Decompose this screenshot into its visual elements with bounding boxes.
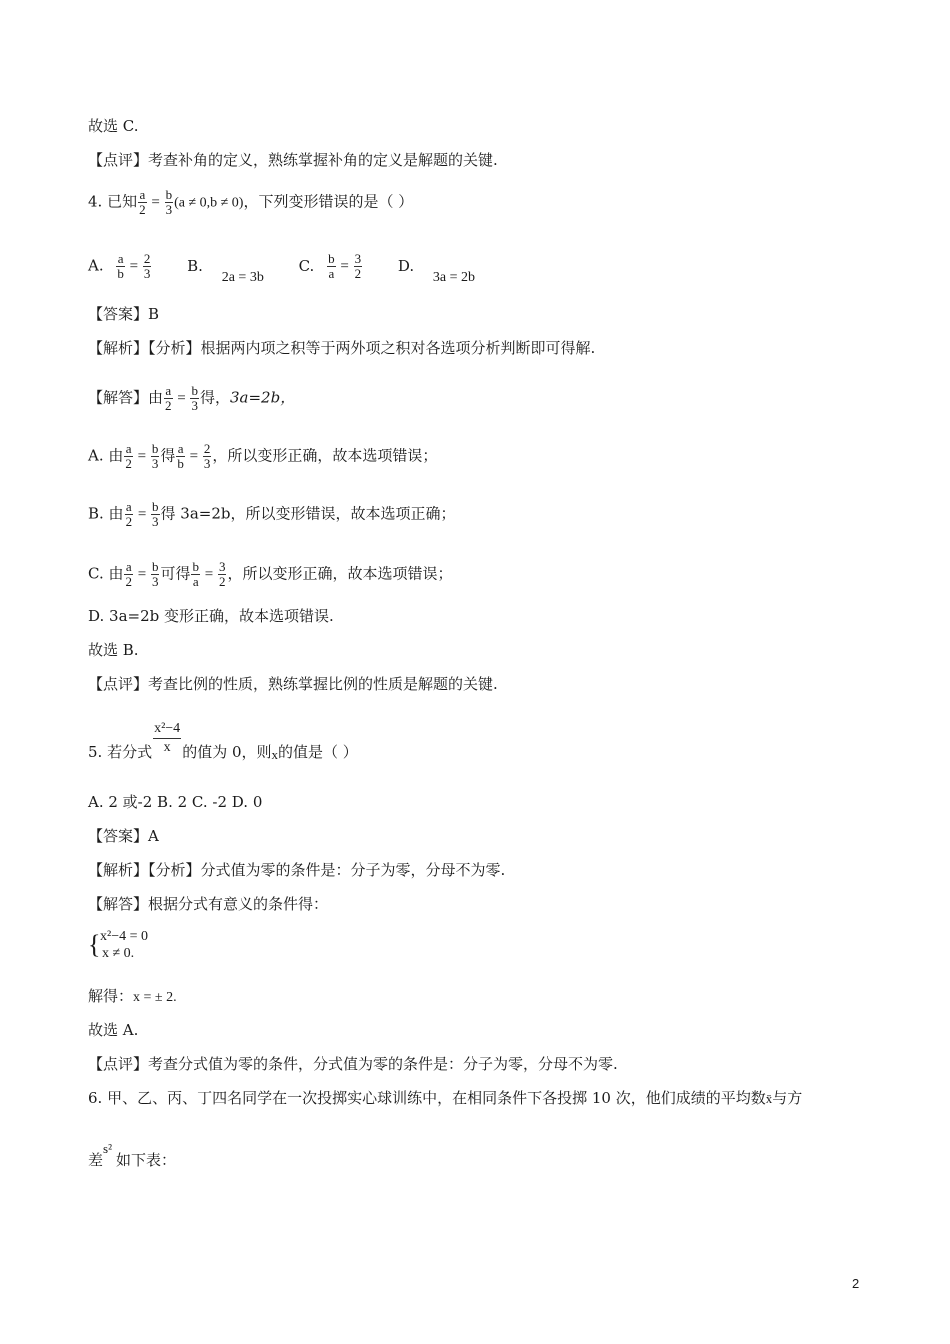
q4-suffix: ，下列变形错误的是（ ） [243,192,414,211]
option-b-expr: 2a = 3b [221,269,264,285]
fraction: $\frac{\text{x²−4}}{x}$ [154,721,181,755]
question-4 [88,188,413,217]
question-5-options: A. 2 或-2 B. 2 C. -2 D. 0 [88,793,263,811]
text-line: 故选 C. [88,117,139,135]
select-line: 故选 A. [88,1021,139,1039]
fraction: $\frac{2}{3}$ [143,251,151,281]
solution-b: B. 由 $\frac{a}{2}$ = $\frac{b}{3}$ 得 3a=2b，所以变形错误，故本选项正确； [88,499,456,529]
solution-c: C. 由 $\frac{a}{2}$ = $\frac{b}{3}$ 可得 $\frac{b}{a}$ = $\frac{3}{2}$ ，所以变形正确，故本选项错误； [88,559,453,589]
solution-line: 【解答】由 $\frac{a}{2}$ = $\frac{b}{3}$ 得，3a=2b， [88,383,296,413]
q6-variance-symbol: s² [103,1141,112,1156]
fraction: $\frac{a}{2}$ [165,383,172,413]
fraction: $\frac{3}{2}$ [354,251,362,281]
solution-b-text: 得 3a=2b，所以变形错误，故本选项正确； [160,504,456,523]
result-label: 解得： [88,987,134,1005]
review-line: 【点评】考查比例的性质，熟练掌握比例的性质是解题的关键. [88,675,498,693]
q6-xbar: x̄ [765,1091,773,1106]
answer-line: 【答案】A [88,827,159,845]
q6-text: 6. 甲、乙、丙、丁四名同学在一次投掷实心球训练中，在相同条件下各投掷 10 次，他们成绩的平均数 [88,1089,766,1107]
fraction: $\frac{3}{2}$ [218,559,226,589]
result-expr: x = ± 2. [133,990,177,1005]
solution-line: 【解答】根据分式有意义的条件得： [88,895,329,913]
review-line: 【点评】考查分式值为零的条件，分式值为零的条件是：分子为零，分母不为零. [88,1055,618,1073]
fraction: $\frac{2}{3}$ [203,441,211,471]
fraction: $\frac{a}{b}$ [177,441,184,471]
solution-c-mid: 可得 [160,564,191,583]
select-line: 故选 B. [88,641,139,659]
fraction: $\frac{a}{2}$ [125,441,132,471]
system-eq-1: x²−4 = 0 [100,929,148,944]
fraction: $\frac{b}{a}$ [192,559,199,589]
solution-result: 3a=2b， [230,388,296,407]
question-6-line-2 [88,1141,176,1171]
solution-a: A. 由 $\frac{a}{2}$ = $\frac{b}{3}$ 得 $\frac{a}{b}$ = $\frac{2}{3}$ ，所以变形正确，故本选项错误； [88,441,438,471]
q6-text-end: 与方 [772,1089,803,1107]
q4-condition: (a ≠ 0,b ≠ 0) [174,195,244,211]
solution-d: D. 3a=2b 变形正确，故本选项错误. [88,607,334,625]
option-b-label: B. [187,256,203,275]
fraction: $\frac{b}{3}$ [151,441,159,471]
q6-line2-end: 如下表： [115,1151,176,1169]
fraction: $\frac{b}{a}$ [328,251,335,281]
q5-var: x [271,746,278,762]
solution-a-mid: 得 [160,446,176,465]
answer-line: 【答案】B [88,305,160,323]
fraction: $\frac{a}{2}$ [125,499,133,529]
solution-a-prefix: A. 由 [88,446,124,465]
solution-c-end: ，所以变形正确，故本选项错误； [227,564,453,583]
q5-prefix: 5. 若分式 [88,742,153,761]
option-c-label: C. [298,256,315,275]
result-line [88,986,177,1008]
fraction: $\frac{b}{3}$ [191,383,198,413]
q5-suffix: 的值是（ ） [278,742,358,761]
review-line: 【点评】考查补角的定义，熟练掌握补角的定义是解题的关键. [88,151,498,169]
fraction: $\frac{a}{b}$ [117,251,124,281]
page-number: 2 [852,1276,860,1291]
equals: = [147,194,164,211]
solution-c-prefix: C. 由 [88,564,124,583]
q5-mid: 的值为 0，则 [182,742,272,761]
question-5 [88,708,358,762]
fraction: $\frac{b}{3}$ [165,187,173,217]
option-d-expr: 3a = 2b [432,269,476,285]
analysis-line: 【解析】【分析】根据两内项之积等于两外项之积对各选项分析判断即可得解. [88,339,596,357]
system-eq-2: x ≠ 0. [102,946,135,961]
solution-prefix: 【解答】由 [88,388,164,407]
fraction: $\frac{b}{3}$ [152,499,159,529]
option-d-label: D. [397,256,415,275]
solution-a-end: ，所以变形正确，故本选项错误； [212,446,438,465]
equation-system [88,928,148,962]
question-4-options: A. $\frac{a}{b}$ = $\frac{2}{3}$ B. 2a = 3b C. $\frac{b}{a}$ = $\frac{3}{2}$ D. 3a = 2b [88,251,476,285]
analysis-line: 【解析】【分析】分式值为零的条件是：分子为零，分母不为零. [88,861,506,879]
solution-b-prefix: B. 由 [88,504,124,523]
fraction: $\frac{a}{2}$ [125,559,132,589]
q4-prefix: 4. 已知 [88,192,138,211]
solution-mid: 得， [199,388,230,407]
question-6-line-1 [88,1088,802,1109]
option-a-label: A. [88,256,104,275]
brace: { [88,930,101,959]
fraction: $\frac{a}{2}$ [139,187,146,217]
q6-line2-start: 差 [88,1151,104,1169]
fraction: $\frac{b}{3}$ [151,559,159,589]
